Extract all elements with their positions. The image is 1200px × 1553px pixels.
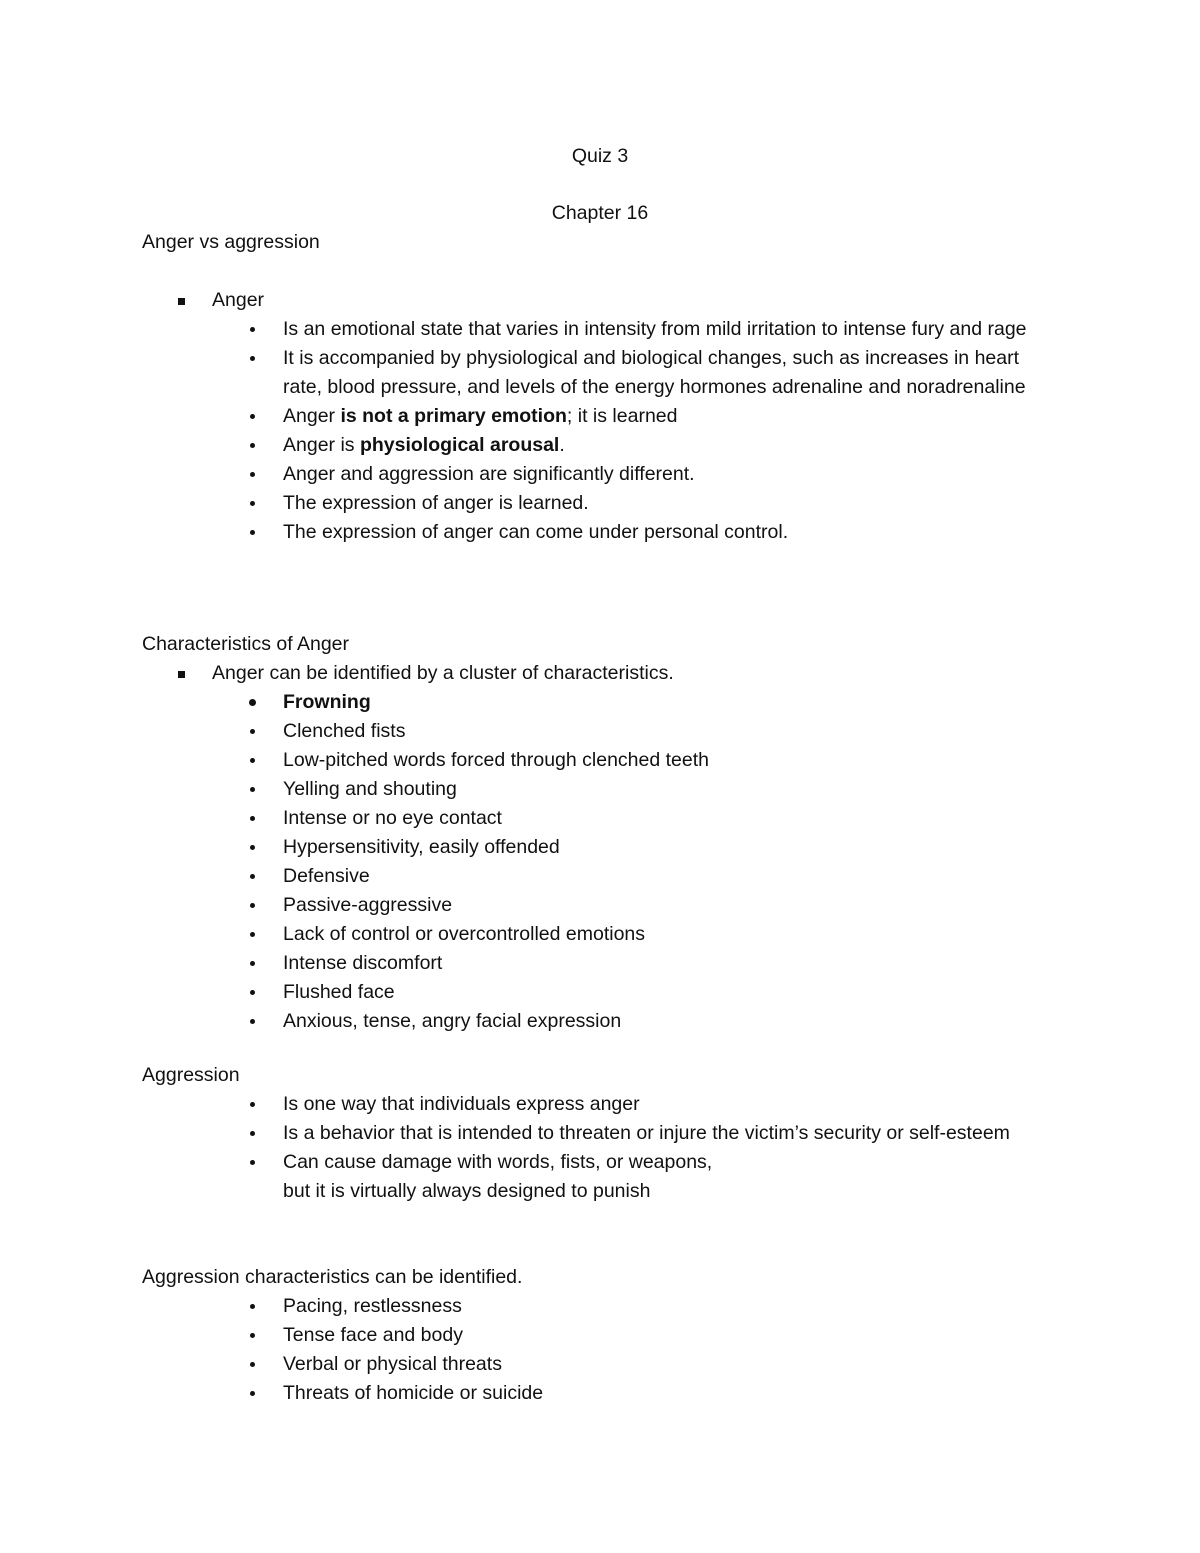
list-item [212,775,1043,804]
list-item-text: Anger and aggression are significantly different. [283,463,695,485]
bullet-icon [250,1131,255,1136]
level2-list [212,1292,1042,1408]
list-item [212,717,1043,746]
list-item-text-line1: Can cause damage with words, fists, or weapons, [283,1151,713,1173]
bullet-icon [250,356,255,361]
list-item [212,1007,1043,1036]
square-bullet-icon [178,298,185,305]
list-item-text: Defensive [283,865,370,887]
bullet-icon [250,874,255,879]
section-heading: Aggression characteristics can be identified. [142,1266,523,1288]
list-item [212,402,1043,431]
list-item [212,1321,1043,1350]
list-item-text: Intense or no eye contact [283,807,502,829]
list-item-text: Frowning [283,691,371,713]
bullet-icon [250,1304,255,1309]
bullet-icon [250,961,255,966]
level1-label: Anger [212,289,265,311]
level2-list [212,688,1042,1036]
list-item-text-pre: Anger is [283,434,360,456]
bullet-icon [250,729,255,734]
list-item-text: Low-pitched words forced through clenched teeth [283,749,710,771]
section-characteristics-of-anger [142,630,1042,1036]
section-heading: Characteristics of Anger [142,633,350,655]
list-item-text-line2: but it is virtually always designed to punish [283,1180,651,1202]
list-item-text-post: . [559,434,565,456]
list-item-text: Tense face and body [283,1324,463,1346]
list-item-text: Anxious, tense, angry facial expression [283,1010,622,1032]
bullet-icon [250,414,255,419]
list-item [212,489,1043,518]
list-item-text: Verbal or physical threats [283,1353,502,1375]
list-item-text: Flushed face [283,981,395,1003]
bullet-icon [249,699,256,706]
list-item [212,949,1043,978]
list-item-text-pre: Anger [283,405,341,427]
list-item-text: Is one way that individuals express anger [283,1093,640,1115]
bullet-icon [250,1019,255,1024]
level1-list [142,659,1042,1036]
section-anger-vs-aggression [142,228,1042,547]
section-aggression [142,1061,1042,1206]
section-aggression-characteristics [142,1263,1042,1408]
section-heading: Anger vs aggression [142,231,320,253]
chapter-title: Chapter 16 [551,202,649,224]
bullet-icon [250,787,255,792]
list-item-text: Lack of control or overcontrolled emotions [283,923,646,945]
list-item-text: Intense discomfort [283,952,443,974]
bullet-icon [250,472,255,477]
list-item [212,1119,1043,1148]
list-item [212,1090,1043,1119]
bullet-icon [250,501,255,506]
list-item [212,1379,1043,1408]
list-item [212,1292,1043,1321]
bullet-icon [250,816,255,821]
bullet-icon [250,1391,255,1396]
list-item-text: The expression of anger is learned. [283,492,589,514]
list-item [212,1350,1043,1379]
bullet-icon [250,758,255,763]
bullet-icon [250,1160,255,1165]
list-item-text: Pacing, restlessness [283,1295,462,1317]
bullet-icon [250,443,255,448]
level2-list [212,1090,1042,1206]
list-item [212,315,1043,344]
list-item [212,1148,1043,1206]
bullet-icon [250,845,255,850]
list-item-text: Hypersensitivity, easily offended [283,836,560,858]
list-item [212,920,1043,949]
list-item [212,344,1043,402]
level1-list [142,286,1042,547]
square-bullet-icon [178,671,185,678]
level2-list [212,315,1042,547]
list-item [212,862,1043,891]
list-item [212,804,1043,833]
bullet-icon [250,1333,255,1338]
list-item-text-post: ; it is learned [566,405,678,427]
list-item-text: Passive-aggressive [283,894,453,916]
bullet-icon [250,932,255,937]
list-item-text: Yelling and shouting [283,778,457,800]
list-item [212,833,1043,862]
list-item-text: It is accompanied by physiological and biological changes, such as increases in heart rate, blood pressure, and levels of the energy hormones adrenaline and noradrenaline [283,347,1026,398]
list-item [212,688,1043,717]
list-item-text: Threats of homicide or suicide [283,1382,544,1404]
level1-label: Anger can be identified by a cluster of characteristics. [212,662,674,684]
list-item [212,891,1043,920]
document-title: Quiz 3 [571,145,629,167]
bullet-icon [250,990,255,995]
list-item [212,431,1043,460]
list-item-text: Is an emotional state that varies in intensity from mild irritation to intense fury and rage [283,318,1027,340]
list-item-text-bold: is not a primary emotion [340,405,567,427]
list-item-text: Clenched fists [283,720,406,742]
list-item [212,460,1043,489]
bullet-icon [250,903,255,908]
bullet-icon [250,530,255,535]
bullet-icon [250,1362,255,1367]
list-item [212,978,1043,1007]
list-item-text: Is a behavior that is intended to threaten or injure the victim’s security or self-esteem [283,1122,1010,1144]
list-item-text-bold: physiological arousal [359,434,560,456]
section-heading: Aggression [142,1064,240,1086]
level1-item [142,659,1042,1036]
list-item-text: The expression of anger can come under personal control. [283,521,789,543]
bullet-icon [250,1102,255,1107]
bullet-icon [250,327,255,332]
list-item [212,518,1043,547]
list-item [212,746,1043,775]
level1-item-anger [142,286,1042,547]
